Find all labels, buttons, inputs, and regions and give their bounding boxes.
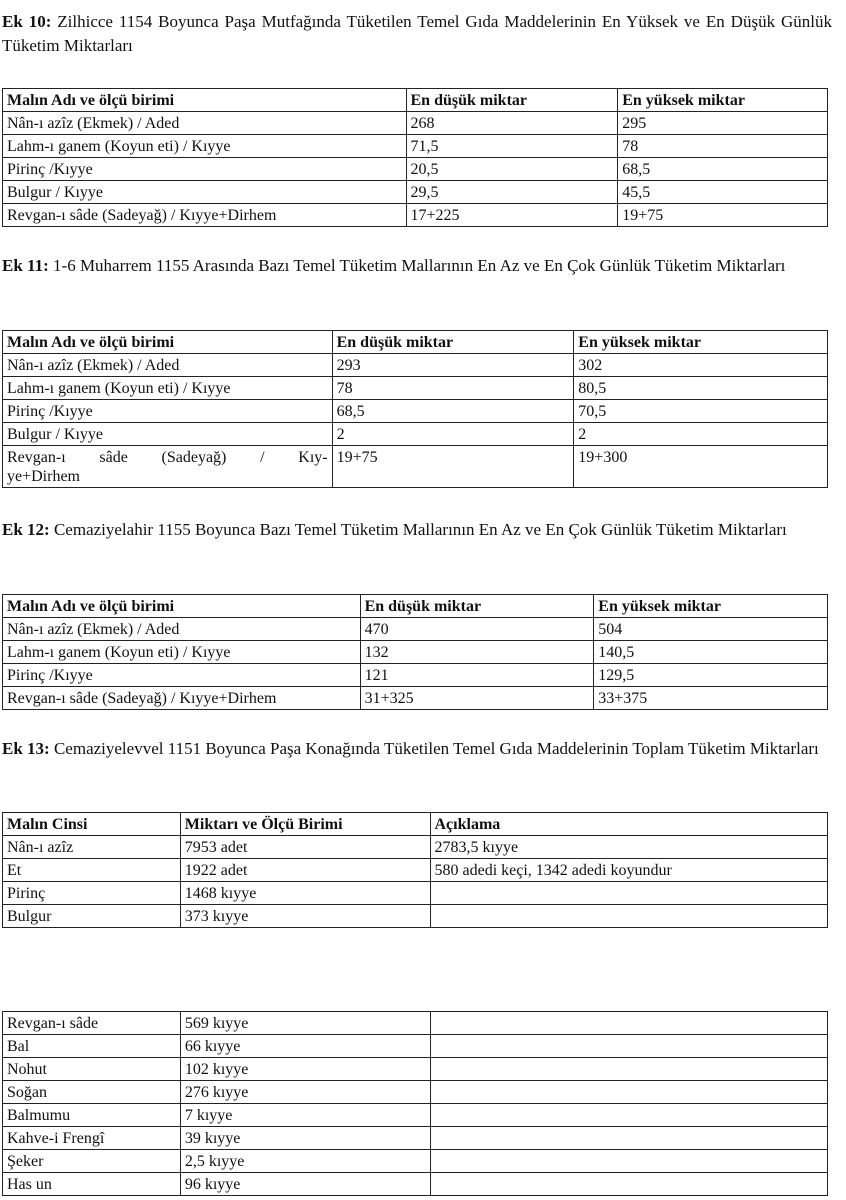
table-cell: 66 kıyye [180, 1035, 430, 1058]
table-row [3, 618, 828, 641]
table-cell: 19+75 [332, 446, 574, 488]
table-cell: Lahm-ı ganem (Koyun eti) / Kıyye [3, 135, 407, 158]
table-cell: Balmumu [3, 1104, 181, 1127]
table-cell: Pirinç /Kıyye [3, 664, 361, 687]
table-cell: 373 kıyye [180, 905, 430, 928]
ek13-caption [2, 737, 832, 761]
table-cell: Bulgur [3, 905, 181, 928]
name-line-2: ye+Dirhem [7, 468, 80, 485]
table-cell: 102 kıyye [180, 1058, 430, 1081]
table-cell: 68,5 [618, 158, 828, 181]
name-line-1: Revgan-ı sâde (Sadeyağ) / Kıy- [7, 449, 328, 466]
table-cell: 129,5 [594, 664, 828, 687]
table-cell: Et [3, 859, 181, 882]
table-cell: Kahve-i Frengî [3, 1127, 181, 1150]
table-cell: Revgan-ı sâde (Sadeyağ) / Kıyye+Dirhem [3, 204, 407, 227]
header-cell: Miktarı ve Ölçü Birimi [180, 813, 430, 836]
table-row [3, 905, 828, 928]
table-row [3, 204, 828, 227]
table-cell: Bal [3, 1035, 181, 1058]
ek13-table [2, 812, 828, 928]
table-row [3, 664, 828, 687]
table-cell: Pirinç [3, 882, 181, 905]
table-row [3, 112, 828, 135]
table-row [3, 1058, 828, 1081]
table-header-row [3, 595, 828, 618]
header-cell: En yüksek miktar [594, 595, 828, 618]
ek11-label: Ek 11: [2, 256, 49, 275]
table-header-row [3, 331, 828, 354]
table-cell: 1468 kıyye [180, 882, 430, 905]
table-cell: 276 kıyye [180, 1081, 430, 1104]
header-cell: En düşük miktar [360, 595, 594, 618]
table-cell: 80,5 [574, 377, 828, 400]
table-cell: 2 [574, 423, 828, 446]
ek10-label: Ek 10: [2, 12, 52, 31]
table-cell: 295 [618, 112, 828, 135]
table-cell: 2 [332, 423, 574, 446]
header-cell: En yüksek miktar [574, 331, 828, 354]
table-cell: 39 kıyye [180, 1127, 430, 1150]
table-row [3, 354, 828, 377]
table-cell: 70,5 [574, 400, 828, 423]
table-cell: 470 [360, 618, 594, 641]
table-cell: 504 [594, 618, 828, 641]
table-cell: Nân-ı azîz (Ekmek) / Aded [3, 354, 333, 377]
table-cell: 7 kıyye [180, 1104, 430, 1127]
header-cell: Malın Adı ve ölçü birimi [3, 331, 333, 354]
table-cell: 68,5 [332, 400, 574, 423]
table-row [3, 882, 828, 905]
table-cell: Pirinç /Kıyye [3, 158, 407, 181]
table-cell: Bulgur / Kıyye [3, 181, 407, 204]
table-header-row [3, 89, 828, 112]
table-cell: Pirinç /Kıyye [3, 400, 333, 423]
table-cell: Nân-ı azîz [3, 836, 181, 859]
header-cell: En düşük miktar [406, 89, 618, 112]
table-cell: Nohut [3, 1058, 181, 1081]
table-cell: Lahm-ı ganem (Koyun eti) / Kıyye [3, 641, 361, 664]
table-cell: 17+225 [406, 204, 618, 227]
header-cell: Malın Adı ve ölçü birimi [3, 595, 361, 618]
table-cell: 1922 adet [180, 859, 430, 882]
table-cell: Revgan-ı sâde [3, 1012, 181, 1035]
table-cell: Has un [3, 1173, 181, 1196]
table-cell: 2,5 kıyye [180, 1150, 430, 1173]
table-cell: 19+300 [574, 446, 828, 488]
table-cell: Soğan [3, 1081, 181, 1104]
table-cell: 268 [406, 112, 618, 135]
table-cell: 121 [360, 664, 594, 687]
ek11-caption [2, 254, 832, 278]
table-cell: 45,5 [618, 181, 828, 204]
table-cell: 2783,5 kıyye [430, 836, 828, 859]
table-cell: 19+75 [618, 204, 828, 227]
table-row [3, 446, 828, 488]
table-cell: 96 kıyye [180, 1173, 430, 1196]
table-row [3, 158, 828, 181]
table-cell [430, 1173, 827, 1196]
table-cell: 132 [360, 641, 594, 664]
table-cell: Nân-ı azîz (Ekmek) / Aded [3, 112, 407, 135]
table-cell: 29,5 [406, 181, 618, 204]
header-cell: Malın Cinsi [3, 813, 181, 836]
table-cell: 580 adedi keçi, 1342 adedi koyundur [430, 859, 828, 882]
table-row [3, 1035, 828, 1058]
table-cell [430, 1150, 827, 1173]
header-cell: En düşük miktar [332, 331, 574, 354]
ek10-caption-text: Zilhicce 1154 Boyunca Paşa Mutfağında Tüketilen Temel Gıda Maddelerinin En Yüksek ve En Düşük Günlük Tüketim Miktarları [2, 12, 832, 55]
table-row [3, 836, 828, 859]
table-cell: 33+375 [594, 687, 828, 710]
table-row [3, 181, 828, 204]
table-cell: Nân-ı azîz (Ekmek) / Aded [3, 618, 361, 641]
table-row [3, 687, 828, 710]
table-cell [430, 1035, 827, 1058]
table-cell: Lahm-ı ganem (Koyun eti) / Kıyye [3, 377, 333, 400]
table-cell [430, 1081, 827, 1104]
ek11-table [2, 330, 828, 488]
table-header-row [3, 813, 828, 836]
ek12-table [2, 594, 828, 710]
header-cell: Açıklama [430, 813, 828, 836]
table-row [3, 1127, 828, 1150]
ek13-caption-text: Cemaziyelevvel 1151 Boyunca Paşa Konağında Tüketilen Temel Gıda Maddelerinin Toplam Tüketim Miktarları [49, 739, 819, 758]
table-row [3, 1012, 828, 1035]
table-row [3, 1081, 828, 1104]
table-cell [3, 446, 333, 488]
table-cell [430, 1104, 827, 1127]
table-row [3, 1104, 828, 1127]
header-cell: Malın Adı ve ölçü birimi [3, 89, 407, 112]
table-row [3, 377, 828, 400]
ek12-caption-text: Cemaziyelahir 1155 Boyunca Bazı Temel Tüketim Mallarının En Az ve En Çok Günlük Tüketim Miktarları [49, 520, 787, 539]
table-cell [430, 905, 828, 928]
ek10-caption [2, 10, 832, 58]
ek13-label: Ek 13: [2, 739, 50, 758]
table-cell: 7953 adet [180, 836, 430, 859]
table-cell: 78 [618, 135, 828, 158]
table-cell: 71,5 [406, 135, 618, 158]
table-cell: 293 [332, 354, 574, 377]
ek13-table-continued [2, 1011, 828, 1196]
table-cell: Revgan-ı sâde (Sadeyağ) / Kıyye+Dirhem [3, 687, 361, 710]
table-cell [430, 1127, 827, 1150]
ek11-caption-text: 1-6 Muharrem 1155 Arasında Bazı Temel Tüketim Mallarının En Az ve En Çok Günlük Tüketim Miktarları [48, 256, 786, 275]
ek12-label: Ek 12: [2, 520, 50, 539]
table-row [3, 859, 828, 882]
table-cell: 31+325 [360, 687, 594, 710]
table-row [3, 423, 828, 446]
table-cell: 78 [332, 377, 574, 400]
table-cell: 569 kıyye [180, 1012, 430, 1035]
table-row [3, 641, 828, 664]
header-cell: En yüksek miktar [618, 89, 828, 112]
ek10-table [2, 88, 828, 227]
table-cell: 302 [574, 354, 828, 377]
ek12-caption [2, 518, 832, 542]
table-row [3, 1150, 828, 1173]
table-cell [430, 1012, 827, 1035]
table-row [3, 135, 828, 158]
table-cell [430, 1058, 827, 1081]
table-cell [430, 882, 828, 905]
table-cell: Şeker [3, 1150, 181, 1173]
table-row [3, 400, 828, 423]
table-cell: 140,5 [594, 641, 828, 664]
table-row [3, 1173, 828, 1196]
table-cell: Bulgur / Kıyye [3, 423, 333, 446]
table-cell: 20,5 [406, 158, 618, 181]
